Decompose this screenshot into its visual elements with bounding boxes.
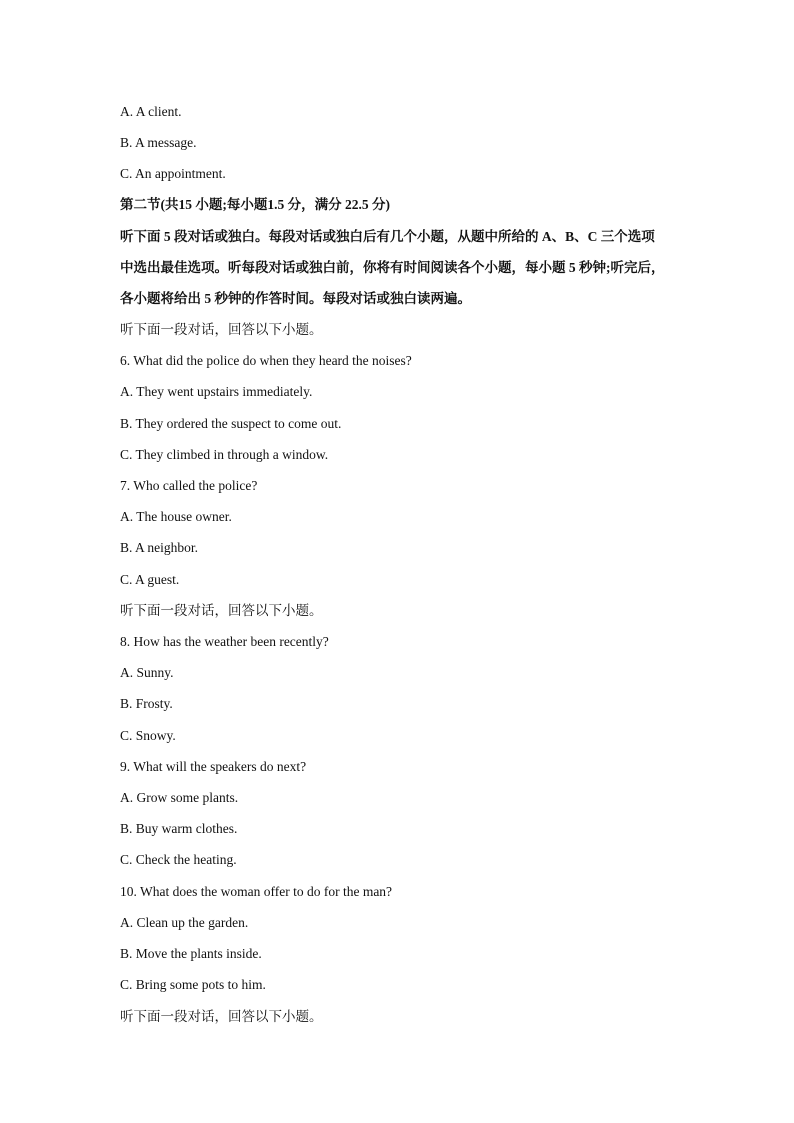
option-5c: C. An appointment. bbox=[120, 166, 226, 181]
option-6c: C. They climbed in through a window. bbox=[120, 447, 329, 462]
question-6: 6. What did the police do when they heard the noises? bbox=[120, 353, 412, 368]
question-9: 9. What will the speakers do next? bbox=[120, 759, 307, 774]
dialogue-prompt: 听下面一段对话，回答以下小题。 bbox=[120, 1009, 323, 1024]
option-8a: A. Sunny. bbox=[120, 665, 174, 680]
option-8b: B. Frosty. bbox=[120, 696, 173, 711]
option-10c: C. Bring some pots to him. bbox=[120, 977, 266, 992]
option-5a: A. A client. bbox=[120, 104, 182, 119]
instructions-line-3: 各小题将给出 5 秒钟的作答时间。每段对话或独白读两遍。 bbox=[120, 291, 471, 306]
question-8: 8. How has the weather been recently? bbox=[120, 634, 329, 649]
option-9b: B. Buy warm clothes. bbox=[120, 821, 238, 836]
question-10: 10. What does the woman offer to do for the man? bbox=[120, 884, 393, 899]
option-6a: A. They went upstairs immediately. bbox=[120, 384, 313, 399]
dialogue-prompt: 听下面一段对话，回答以下小题。 bbox=[120, 603, 323, 618]
option-10b: B. Move the plants inside. bbox=[120, 946, 262, 961]
option-7b: B. A neighbor. bbox=[120, 540, 199, 555]
dialogue-prompt: 听下面一段对话，回答以下小题。 bbox=[120, 322, 323, 337]
option-9c: C. Check the heating. bbox=[120, 852, 237, 867]
question-7: 7. Who called the police? bbox=[120, 478, 258, 493]
option-7c: C. A guest. bbox=[120, 572, 180, 587]
option-6b: B. They ordered the suspect to come out. bbox=[120, 416, 342, 431]
instructions-line-2: 中选出最佳选项。听每段对话或独白前，你将有时间阅读各个小题，每小题 5 秒钟;听完后， bbox=[120, 260, 665, 275]
option-8c: C. Snowy. bbox=[120, 728, 176, 743]
option-10a: A. Clean up the garden. bbox=[120, 915, 249, 930]
option-7a: A. The house owner. bbox=[120, 509, 232, 524]
instructions-line-1: 听下面 5 段对话或独白。每段对话或独白后有几个小题，从题中所给的 A、B、C 三个选项 bbox=[120, 229, 655, 244]
option-9a: A. Grow some plants. bbox=[120, 790, 239, 805]
option-5b: B. A message. bbox=[120, 135, 197, 150]
section-heading: 第二节(共15 小题;每小题1.5 分，满分 22.5 分) bbox=[120, 197, 390, 212]
